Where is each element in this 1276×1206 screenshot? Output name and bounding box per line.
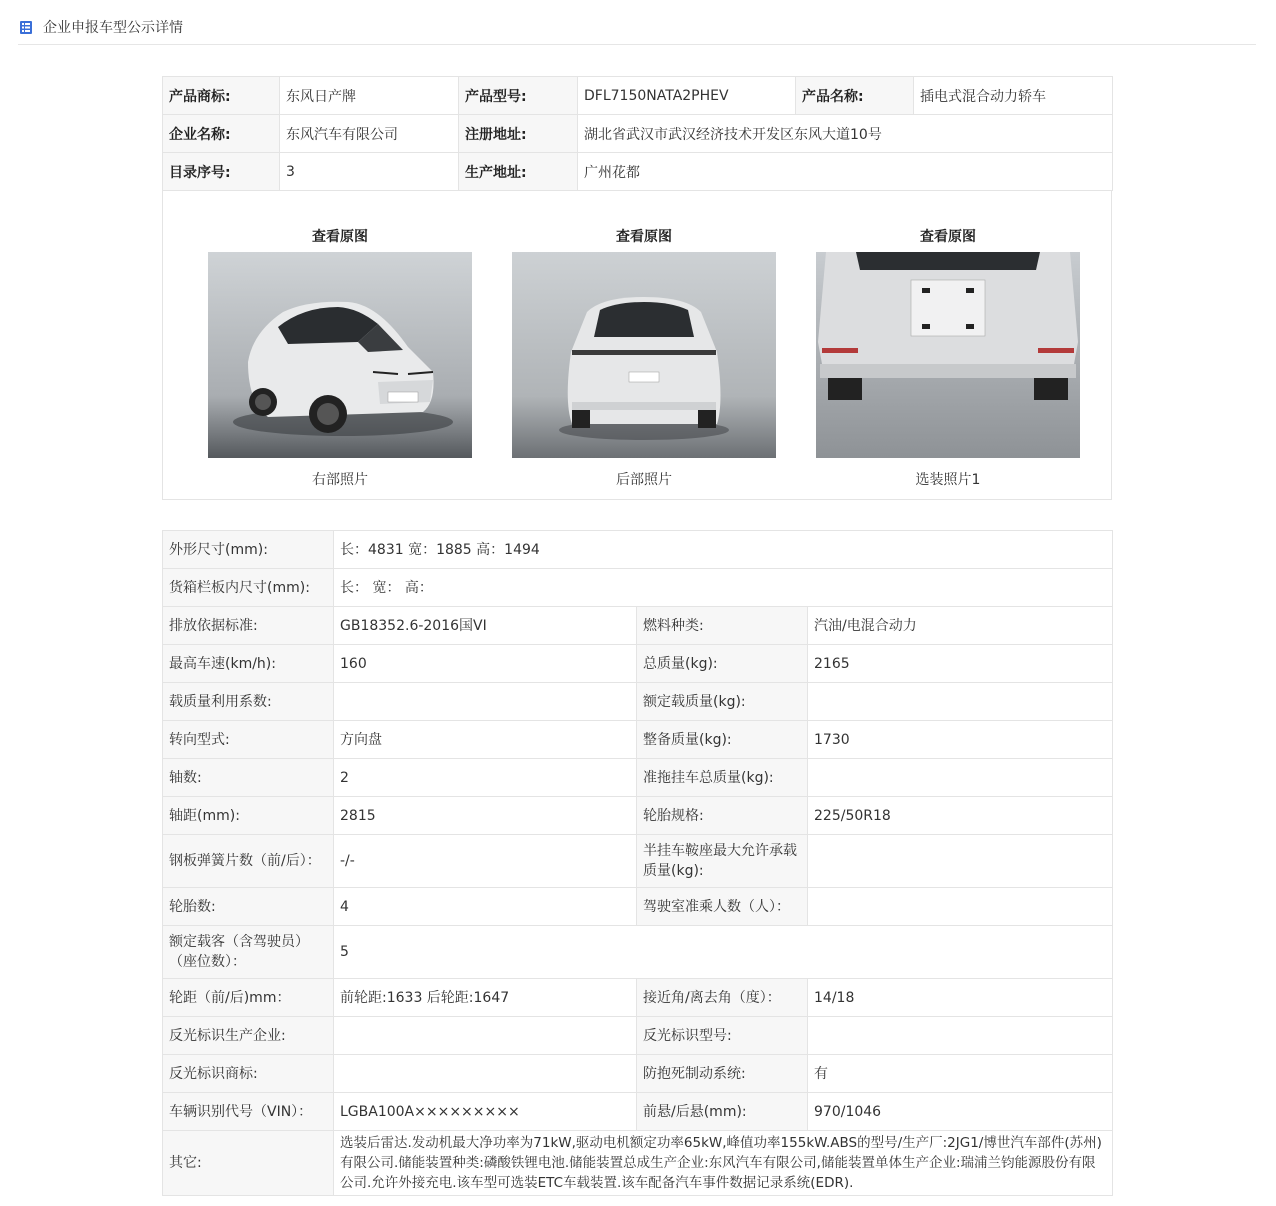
- spec-value: 2815: [334, 797, 637, 835]
- spec-label: 货箱栏板内尺寸(mm):: [163, 569, 334, 607]
- spec-value: 225/50R18: [808, 797, 1113, 835]
- model-label: 产品型号:: [459, 77, 578, 115]
- spec-value: 长： 宽： 高：: [334, 569, 1113, 607]
- brand-label: 产品商标:: [163, 77, 280, 115]
- spec-label: 前悬/后悬(mm):: [637, 1093, 808, 1131]
- spec-value: [334, 1017, 637, 1055]
- photo-card-right: [208, 227, 472, 490]
- spec-value: [808, 759, 1113, 797]
- spec-label: 额定载质量(kg):: [637, 683, 808, 721]
- spec-value: 2: [334, 759, 637, 797]
- table-row: [163, 607, 1113, 645]
- spec-label: 轮胎规格:: [637, 797, 808, 835]
- reg-address-label: 注册地址:: [459, 115, 578, 153]
- spec-label: 反光标识商标:: [163, 1055, 334, 1093]
- product-name-label: 产品名称:: [796, 77, 914, 115]
- basic-info-table: [162, 76, 1113, 191]
- spec-value: [808, 888, 1113, 926]
- prod-address-value: 广州花都: [578, 153, 1113, 191]
- spec-value: [334, 1055, 637, 1093]
- table-row: [163, 531, 1113, 569]
- spec-value: [808, 835, 1113, 888]
- spec-label: 燃料种类:: [637, 607, 808, 645]
- spec-label: 钢板弹簧片数（前/后）：: [163, 835, 334, 888]
- spec-label: 总质量(kg):: [637, 645, 808, 683]
- spec-label: 整备质量(kg):: [637, 721, 808, 759]
- brand-value: 东风日产牌: [280, 77, 459, 115]
- table-row: [163, 721, 1113, 759]
- spec-label: 防抱死制动系统:: [637, 1055, 808, 1093]
- company-label: 企业名称:: [163, 115, 280, 153]
- document-list-icon: [20, 21, 32, 34]
- company-value: 东风汽车有限公司: [280, 115, 459, 153]
- spec-label: 最高车速(km/h):: [163, 645, 334, 683]
- spec-label: 载质量利用系数:: [163, 683, 334, 721]
- spec-label: 轴数:: [163, 759, 334, 797]
- spec-label: 外形尺寸(mm):: [163, 531, 334, 569]
- photo-gallery: [162, 190, 1112, 500]
- spec-value: 有: [808, 1055, 1113, 1093]
- table-row: [163, 569, 1113, 607]
- spec-value: 970/1046: [808, 1093, 1113, 1131]
- spec-table: [162, 530, 1113, 1196]
- car-optional-photo[interactable]: [816, 252, 1080, 458]
- spec-value: 方向盘: [334, 721, 637, 759]
- photo-caption: 右部照片: [312, 472, 368, 488]
- catalog-label: 目录序号:: [163, 153, 280, 191]
- spec-label: 其它:: [163, 1131, 334, 1196]
- spec-value: 4: [334, 888, 637, 926]
- car-rear-photo[interactable]: [512, 252, 776, 458]
- spec-label: 车辆识别代号（VIN）：: [163, 1093, 334, 1131]
- spec-value: 1730: [808, 721, 1113, 759]
- spec-value: 160: [334, 645, 637, 683]
- page-header: [18, 12, 1256, 45]
- view-original-link[interactable]: 查看原图: [616, 229, 672, 245]
- table-row: [163, 77, 1113, 115]
- spec-value: -/-: [334, 835, 637, 888]
- table-row: [163, 888, 1113, 926]
- spec-value: [808, 1017, 1113, 1055]
- spec-label: 轮胎数:: [163, 888, 334, 926]
- view-original-link[interactable]: 查看原图: [920, 229, 976, 245]
- car-right-photo[interactable]: [208, 252, 472, 458]
- product-name-value: 插电式混合动力轿车: [914, 77, 1113, 115]
- table-row: [163, 835, 1113, 888]
- prod-address-label: 生产地址:: [459, 153, 578, 191]
- spec-value-other: 选装后雷达.发动机最大净功率为71kW,驱动电机额定功率65kW,峰值功率155kW.ABS的型号/生产厂:2JG1/博世汽车部件(苏州)有限公司.储能装置种类:磷酸铁锂电池.储能装置总成生产企业:东风汽车有限公司,储能装置单体生产企业:瑞浦兰钧能源股份有限公司.允许外接充电.该车型可选装ETC车载装置.该车配备汽车事件数据记录系统(EDR).: [334, 1131, 1113, 1196]
- spec-label: 反光标识生产企业:: [163, 1017, 334, 1055]
- table-row: [163, 153, 1113, 191]
- spec-value: 长：4831 宽：1885 高：1494: [334, 531, 1113, 569]
- table-row: [163, 1017, 1113, 1055]
- spec-label: 准拖挂车总质量(kg):: [637, 759, 808, 797]
- photo-caption: 选装照片1: [915, 472, 981, 488]
- reg-address-value: 湖北省武汉市武汉经济技术开发区东风大道10号: [578, 115, 1113, 153]
- spec-label: 驾驶室准乘人数（人）：: [637, 888, 808, 926]
- spec-value: GB18352.6-2016国VI: [334, 607, 637, 645]
- spec-value: LGBA100A×××××××××: [334, 1093, 637, 1131]
- spec-value: [334, 683, 637, 721]
- table-row: [163, 797, 1113, 835]
- spec-label: 接近角/离去角（度）：: [637, 979, 808, 1017]
- spec-label: 排放依据标准:: [163, 607, 334, 645]
- spec-label: 半挂车鞍座最大允许承载质量(kg):: [637, 835, 808, 888]
- spec-label: 轴距(mm):: [163, 797, 334, 835]
- spec-label: 轮距（前/后)mm：: [163, 979, 334, 1017]
- table-row: [163, 979, 1113, 1017]
- spec-value: [808, 683, 1113, 721]
- photo-card-rear: [512, 227, 776, 490]
- table-row: [163, 926, 1113, 979]
- page-title: 企业申报车型公示详情: [43, 20, 183, 36]
- table-row: [163, 759, 1113, 797]
- spec-value: 2165: [808, 645, 1113, 683]
- spec-value: 5: [334, 926, 1113, 979]
- catalog-value: 3: [280, 153, 459, 191]
- table-row: [163, 115, 1113, 153]
- table-row: [163, 1055, 1113, 1093]
- view-original-link[interactable]: 查看原图: [312, 229, 368, 245]
- spec-label: 额定载客（含驾驶员）（座位数）：: [163, 926, 334, 979]
- spec-label: 反光标识型号:: [637, 1017, 808, 1055]
- photo-card-optional: [816, 227, 1080, 490]
- spec-value: 汽油/电混合动力: [808, 607, 1113, 645]
- table-row: [163, 1131, 1113, 1196]
- table-row: [163, 645, 1113, 683]
- photo-caption: 后部照片: [616, 472, 672, 488]
- spec-value: 14/18: [808, 979, 1113, 1017]
- spec-label: 转向型式:: [163, 721, 334, 759]
- spec-value: 前轮距:1633 后轮距:1647: [334, 979, 637, 1017]
- model-value: DFL7150NATA2PHEV: [578, 77, 796, 115]
- table-row: [163, 683, 1113, 721]
- table-row: [163, 1093, 1113, 1131]
